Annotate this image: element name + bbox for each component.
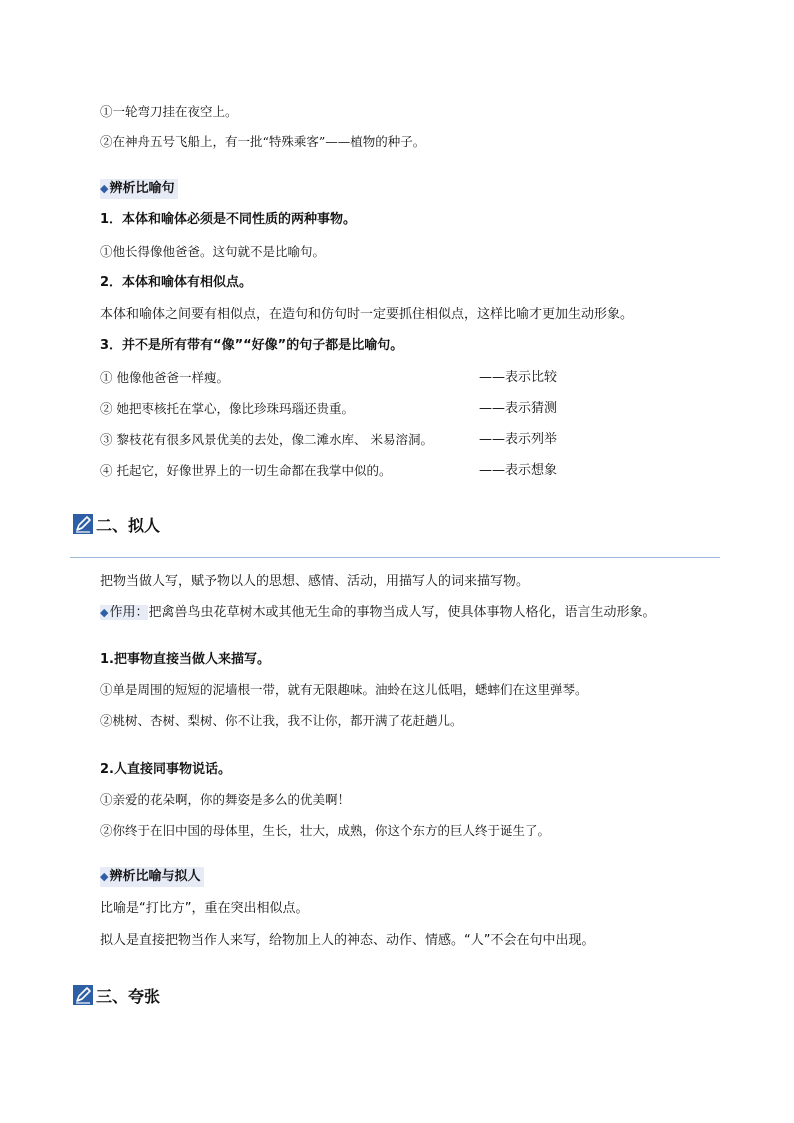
section-heading — [72, 511, 160, 537]
rule3-example: ① 他像他爸爸一样瘦。 — [100, 370, 229, 385]
effect-line — [100, 604, 656, 622]
section-title: 三、夸张 — [96, 986, 161, 1006]
example-line: ①单是周围的短短的泥墙根一带，就有无限趣味。油蛉在这儿低唱，蟋蟀们在这里弹琴。 — [100, 682, 588, 697]
subsection-title: 1.把事物直接当做人来描写。 — [100, 652, 270, 667]
definition-text: 把物当做人写，赋予物以人的思想、感情、活动，用描写人的词来描写物。 — [100, 574, 530, 589]
rule-example: ①他长得像他爸爸。这句就不是比喻句。 — [100, 244, 326, 259]
pen-edit-icon — [72, 984, 94, 1006]
rule3-note: ——表示比较 — [479, 370, 558, 385]
compare-tag — [100, 867, 204, 887]
diamond-bullet-icon: ◆ — [100, 870, 109, 883]
rule-title: 2．本体和喻体有相似点。 — [100, 275, 253, 290]
pen-edit-icon — [72, 513, 94, 535]
tag-label: 辨析比喻句 — [109, 181, 175, 196]
tag-label: 辨析比喻与拟人 — [109, 869, 201, 884]
rule-title: 1．本体和喻体必须是不同性质的两种事物。 — [100, 212, 357, 227]
rule-title: 3．并不是所有带有“像”“好像”的句子都是比喻句。 — [100, 338, 404, 353]
example-line: ②在神舟五号飞船上，有一批“特殊乘客”——植物的种子。 — [100, 134, 426, 149]
effect-text: 把禽兽鸟虫花草树木或其他无生命的事物当成人写，使具体事物人格化，语言生动形象。 — [148, 605, 656, 620]
example-line: ①一轮弯刀挂在夜空上。 — [100, 104, 238, 119]
rule3-note: ——表示想象 — [479, 463, 558, 478]
example-line: ②你终于在旧中国的母体里，生长，壮大，成熟，你这个东方的巨人终于诞生了。 — [100, 823, 551, 838]
rule3-example: ③ 黎枝花有很多风景优美的去处，像二滩水库、 米易溶洞。 — [100, 432, 433, 447]
compare-line: 比喻是“打比方”，重在突出相似点。 — [100, 901, 309, 916]
section-title: 二、拟人 — [96, 515, 161, 535]
diamond-bullet-icon: ◆ — [100, 606, 109, 619]
rule3-note: ——表示猜测 — [479, 401, 558, 416]
section-divider — [70, 557, 720, 558]
compare-line: 拟人是直接把物当作人来写，给物加上人的神态、动作、情感。“人”不会在句中出现。 — [100, 933, 595, 948]
rule3-example: ④ 托起它，好像世界上的一切生命都在我掌中似的。 — [100, 463, 392, 478]
section-heading — [72, 982, 160, 1008]
rule-text: 本体和喻体之间要有相似点，在造句和仿句时一定要抓住相似点，这样比喻才更加生动形象。 — [100, 307, 634, 322]
analyze-metaphor-tag — [100, 179, 178, 199]
rule3-note: ——表示列举 — [479, 432, 558, 447]
effect-tag: ◆作用： — [100, 605, 149, 620]
diamond-bullet-icon: ◆ — [100, 182, 109, 195]
example-line: ②桃树、杏树、梨树、你不让我，我不让你，都开满了花赶趟儿。 — [100, 713, 463, 728]
example-line: ①亲爱的花朵啊，你的舞姿是多么的优美啊！ — [100, 792, 351, 807]
subsection-title: 2.人直接同事物说话。 — [100, 762, 231, 777]
rule3-example: ② 她把枣核托在掌心，像比珍珠玛瑙还贵重。 — [100, 401, 354, 416]
